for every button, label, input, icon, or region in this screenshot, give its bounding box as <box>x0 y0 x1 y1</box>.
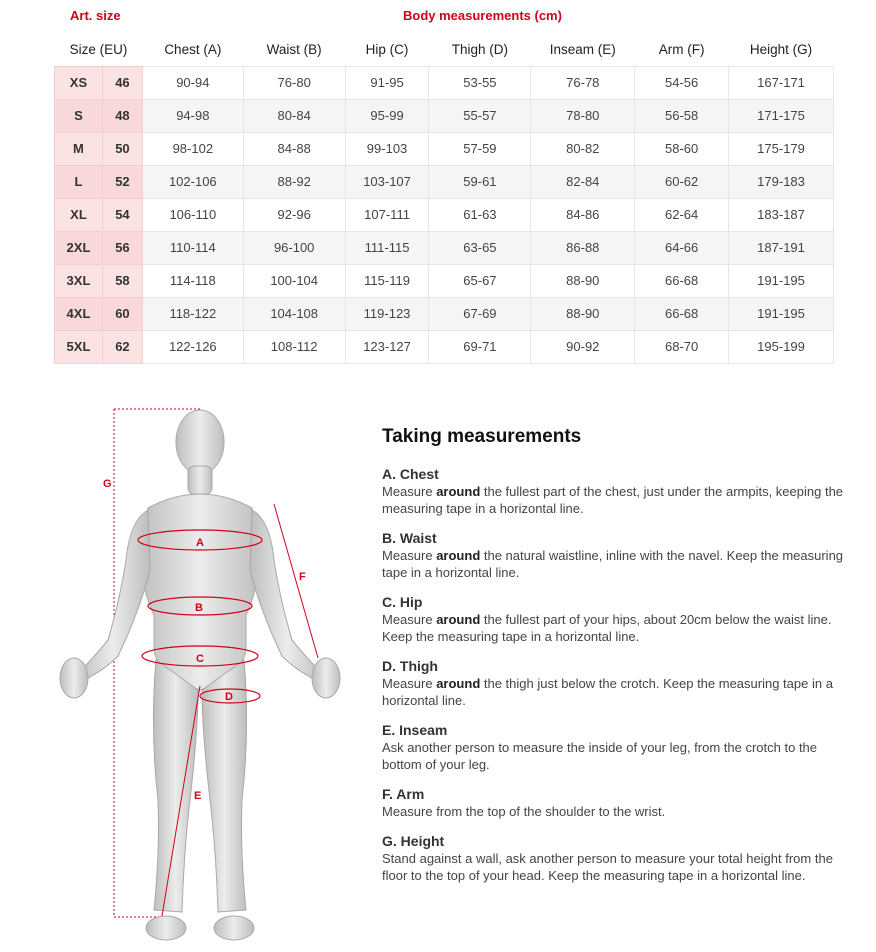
size-cell: XL <box>55 198 103 231</box>
instruction-text-post: the fullest part of your hips, about 20cm below the waist line. Keep the measuring tape in a horizontal line. <box>382 612 832 644</box>
table-header-row <box>55 33 834 66</box>
instruction-heading: A. Chest <box>382 466 439 482</box>
arm-cell: 66-68 <box>635 297 729 330</box>
hip-cell: 119-123 <box>345 297 429 330</box>
chest-cell: 106-110 <box>142 198 243 231</box>
hip-cell: 107-111 <box>345 198 429 231</box>
height-cell: 191-195 <box>729 264 834 297</box>
instruction-heading: B. Waist <box>382 530 437 546</box>
table-row <box>55 198 834 231</box>
instruction-text-pre: Measure <box>382 548 437 563</box>
inseam-cell: 88-90 <box>531 297 635 330</box>
inseam-cell: 86-88 <box>531 231 635 264</box>
instructions-title: Taking measurements <box>382 426 582 447</box>
instruction-text-post: the natural waistline, inline with the navel. Keep the measuring tape in a horizontal line. <box>382 548 844 580</box>
instruction-item <box>382 722 852 773</box>
instruction-text-post: the fullest part of the chest, just under the armpits, keeping the measuring tape in a horizontal line. <box>382 484 844 516</box>
inseam-cell: 88-90 <box>531 264 635 297</box>
waist-cell: 92-96 <box>243 198 345 231</box>
column-header-thigh: Thigh (D) <box>451 41 509 57</box>
thigh-cell: 69-71 <box>429 330 531 363</box>
instruction-heading: E. Inseam <box>382 722 448 738</box>
hip-cell: 95-99 <box>345 99 429 132</box>
hip-cell: 99-103 <box>345 132 429 165</box>
eu-size-cell: 58 <box>102 264 142 297</box>
waist-cell: 108-112 <box>243 330 345 363</box>
waist-cell: 104-108 <box>243 297 345 330</box>
waist-cell: 76-80 <box>243 66 345 99</box>
height-cell: 171-175 <box>729 99 834 132</box>
size-cell: L <box>55 165 103 198</box>
size-cell: 3XL <box>55 264 103 297</box>
instruction-text <box>382 547 852 581</box>
hip-cell: 103-107 <box>345 165 429 198</box>
table-row <box>55 132 834 165</box>
thigh-cell: 61-63 <box>429 198 531 231</box>
inseam-cell: 80-82 <box>531 132 635 165</box>
eu-size-cell: 56 <box>102 231 142 264</box>
art-size-header: Art. size <box>70 8 121 23</box>
thigh-cell: 57-59 <box>429 132 531 165</box>
eu-size-cell: 62 <box>102 330 142 363</box>
label-c: C <box>196 653 204 665</box>
height-cell: 183-187 <box>729 198 834 231</box>
height-cell: 191-195 <box>729 297 834 330</box>
height-cell: 187-191 <box>729 231 834 264</box>
instruction-text-post: the thigh just below the crotch. Keep the measuring tape in a horizontal line. <box>382 676 833 708</box>
instruction-heading: C. Hip <box>382 594 423 610</box>
label-e: E <box>194 790 202 802</box>
column-header-hip: Hip (C) <box>365 41 409 57</box>
instruction-text <box>382 803 852 820</box>
hip-cell: 91-95 <box>345 66 429 99</box>
arm-cell: 58-60 <box>635 132 729 165</box>
chest-cell: 122-126 <box>142 330 243 363</box>
thigh-cell: 63-65 <box>429 231 531 264</box>
instruction-text-pre: Measure <box>382 612 437 627</box>
label-a: A <box>196 537 204 549</box>
eu-size-cell: 46 <box>102 66 142 99</box>
column-header-waist: Waist (B) <box>266 41 322 57</box>
body-figure-illustration <box>50 400 350 948</box>
height-cell: 167-171 <box>729 66 834 99</box>
height-cell: 195-199 <box>729 330 834 363</box>
label-g: G <box>103 478 112 490</box>
instruction-text-bold: around <box>436 548 481 563</box>
inseam-cell: 90-92 <box>531 330 635 363</box>
instruction-item <box>382 530 852 581</box>
waist-cell: 96-100 <box>243 231 345 264</box>
chest-cell: 94-98 <box>142 99 243 132</box>
label-f: F <box>299 571 306 583</box>
table-top-headers <box>0 0 876 34</box>
chest-cell: 114-118 <box>142 264 243 297</box>
thigh-cell: 65-67 <box>429 264 531 297</box>
instruction-heading: D. Thigh <box>382 658 438 674</box>
instruction-text-pre: Measure <box>382 484 437 499</box>
instruction-text-bold: around <box>436 612 481 627</box>
size-cell: S <box>55 99 103 132</box>
inseam-cell: 84-86 <box>531 198 635 231</box>
instruction-heading: G. Height <box>382 833 445 849</box>
size-cell: 4XL <box>55 297 103 330</box>
instruction-item <box>382 594 852 645</box>
hip-cell: 115-119 <box>345 264 429 297</box>
instruction-text-pre: Ask another person to measure the inside of your leg, from the crotch to the bottom of your leg. <box>382 740 818 772</box>
arm-cell: 66-68 <box>635 264 729 297</box>
eu-size-cell: 48 <box>102 99 142 132</box>
column-header-height: Height (G) <box>749 41 813 57</box>
eu-size-cell: 54 <box>102 198 142 231</box>
table-row <box>55 297 834 330</box>
label-b: B <box>195 602 203 614</box>
body-silhouette <box>60 410 340 940</box>
hip-cell: 111-115 <box>345 231 429 264</box>
instruction-item <box>382 658 852 709</box>
instruction-text <box>382 611 852 645</box>
thigh-cell: 59-61 <box>429 165 531 198</box>
table-row <box>55 99 834 132</box>
column-header-chest: Chest (A) <box>164 41 222 57</box>
arm-cell: 60-62 <box>635 165 729 198</box>
instruction-item <box>382 833 852 884</box>
instruction-text <box>382 675 852 709</box>
instruction-text-bold: around <box>436 676 481 691</box>
measurement-instructions <box>382 426 852 897</box>
eu-size-cell: 50 <box>102 132 142 165</box>
arm-cell: 54-56 <box>635 66 729 99</box>
inseam-cell: 76-78 <box>531 66 635 99</box>
size-cell: M <box>55 132 103 165</box>
instruction-item <box>382 786 852 820</box>
column-header-inseam: Inseam (E) <box>549 41 616 57</box>
size-chart-table <box>54 33 834 364</box>
inseam-cell: 78-80 <box>531 99 635 132</box>
size-cell: 5XL <box>55 330 103 363</box>
column-header-size: Size (EU) <box>69 41 128 57</box>
waist-cell: 100-104 <box>243 264 345 297</box>
chest-cell: 98-102 <box>142 132 243 165</box>
arm-cell: 56-58 <box>635 99 729 132</box>
chest-cell: 110-114 <box>142 231 243 264</box>
instruction-text-pre: Measure from the top of the shoulder to the wrist. <box>382 804 666 819</box>
instruction-heading: F. Arm <box>382 786 425 802</box>
chest-cell: 118-122 <box>142 297 243 330</box>
waist-cell: 84-88 <box>243 132 345 165</box>
thigh-cell: 67-69 <box>429 297 531 330</box>
size-cell: XS <box>55 66 103 99</box>
table-row <box>55 330 834 363</box>
instruction-text-pre: Measure <box>382 676 437 691</box>
eu-size-cell: 60 <box>102 297 142 330</box>
waist-cell: 80-84 <box>243 99 345 132</box>
hip-cell: 123-127 <box>345 330 429 363</box>
table-row <box>55 264 834 297</box>
inseam-cell: 82-84 <box>531 165 635 198</box>
table-row <box>55 231 834 264</box>
column-header-arm: Arm (F) <box>658 41 705 57</box>
instruction-item <box>382 466 852 517</box>
table-row <box>55 165 834 198</box>
chest-cell: 102-106 <box>142 165 243 198</box>
thigh-cell: 55-57 <box>429 99 531 132</box>
instruction-text-bold: around <box>436 484 481 499</box>
body-measurements-header: Body measurements (cm) <box>403 8 562 23</box>
instruction-text-pre: Stand against a wall, ask another person to measure your total height from the floor to the top of your head. Keep the measuring tape in a horizontal line. <box>382 851 833 883</box>
arm-cell: 64-66 <box>635 231 729 264</box>
size-cell: 2XL <box>55 231 103 264</box>
chest-cell: 90-94 <box>142 66 243 99</box>
arm-cell: 62-64 <box>635 198 729 231</box>
thigh-cell: 53-55 <box>429 66 531 99</box>
height-cell: 179-183 <box>729 165 834 198</box>
instruction-text <box>382 483 852 517</box>
instruction-text <box>382 739 852 773</box>
instruction-text <box>382 850 852 884</box>
eu-size-cell: 52 <box>102 165 142 198</box>
body-figure <box>50 400 350 948</box>
label-d: D <box>225 691 233 703</box>
table-row <box>55 66 834 99</box>
arm-cell: 68-70 <box>635 330 729 363</box>
waist-cell: 88-92 <box>243 165 345 198</box>
height-cell: 175-179 <box>729 132 834 165</box>
